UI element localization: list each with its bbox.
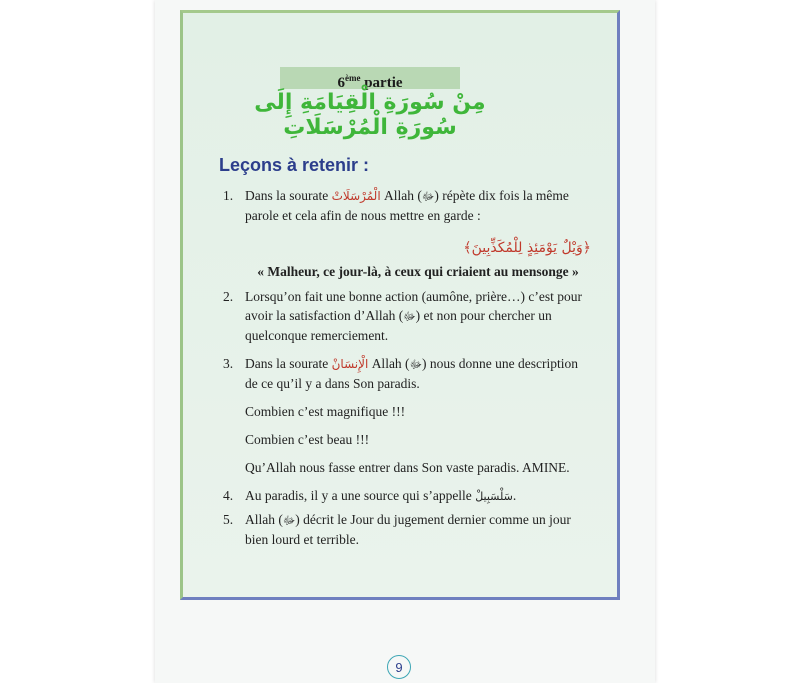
item-text: Dans la sourate <box>245 188 332 203</box>
honorific-glyph: ﷻ <box>282 514 296 527</box>
part-word: partie <box>364 75 403 91</box>
list-item <box>219 186 591 281</box>
arabic-surah-name: الْإِنسَانْ <box>331 357 369 371</box>
list-item <box>219 510 591 549</box>
page-number: 9 <box>387 655 411 679</box>
item-text: ) et non pour chercher un quelconque remerciement. <box>245 308 552 343</box>
item-number: 1. <box>223 188 234 203</box>
exclamation-line: Combien c’est magnifique !!! <box>245 404 406 419</box>
part-number: 6 <box>337 75 345 91</box>
item-text: Dans la sourate <box>245 356 332 371</box>
item-text: ) nous donne une description de ce qu’il y a dans Son paradis. <box>245 356 578 391</box>
item-number: 2. <box>223 289 234 304</box>
item-number: 3. <box>223 356 234 371</box>
item-text: Lorsqu’on fait une bonne action (aumône, prière…) c’est pour avoir la satisfaction d’Allah ( <box>245 289 583 323</box>
exclamation-line: Combien c’est beau !!! <box>245 432 370 447</box>
section-heading: Leçons à retenir : <box>219 155 370 175</box>
item-number: 5. <box>223 512 234 527</box>
honorific-glyph: ﷻ <box>421 190 435 203</box>
item-text: ) répète dix fois la même parole et cela afin de nous mettre en garde : <box>245 188 569 223</box>
honorific-glyph: ﷻ <box>403 310 416 323</box>
lesson-list <box>219 186 591 549</box>
item-text: Allah ( <box>245 512 283 527</box>
item-text: Au paradis, il y a une source qui s’appelle <box>245 488 476 503</box>
arabic-spring-name: سَلْسَبِيلْ <box>475 490 513 503</box>
item-text: ) décrit le Jour du jugement dernier comme un jour bien lourd et terrible. <box>245 512 571 547</box>
honorific-glyph: ﷻ <box>409 358 422 371</box>
item-text: Allah ( <box>380 188 422 203</box>
arabic-title: مِنْ سُورَةِ الْقِيَامَةِ إِلَى سُورَةِ الْمُرْسَلَاتِ <box>254 90 486 140</box>
arabic-surah-name: الْمُرْسَلَاتْ <box>331 189 381 203</box>
item-text: . <box>512 488 517 503</box>
verse-translation: « Malheur, ce jour-là, à ceux qui criaient au mensonge » <box>257 264 579 279</box>
list-item <box>219 287 591 345</box>
list-item <box>219 354 591 393</box>
quran-verse: ﴿وَيْلٌ يَوْمَئِذٍ لِلْمُكَذِّبِينَ﴾ <box>463 240 591 256</box>
prayer-line: Qu’Allah nous fasse entrer dans Son vaste paradis. AMINE. <box>245 460 570 475</box>
part-banner <box>280 67 460 89</box>
item-text: Allah ( <box>368 356 410 371</box>
item-number: 4. <box>223 488 234 503</box>
list-item <box>219 486 591 506</box>
part-superscript: ème <box>344 73 361 83</box>
